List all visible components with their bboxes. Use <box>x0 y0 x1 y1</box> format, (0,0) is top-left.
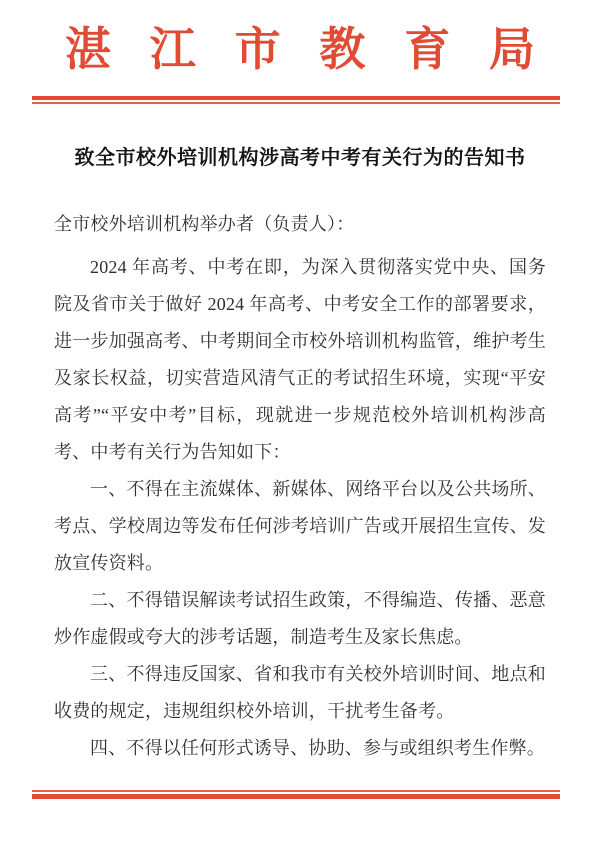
body-paragraph-intro: 2024 年高考、中考在即，为深入贯彻落实党中央、国务院及省市关于做好 2024 年高考、中考安全工作的部署要求，进一步加强高考、中考期间全市校外培训机构监管，维护考生及家长权益，切实营造风清气正的考试招生环境，实现“平安高考”“平安中考”目标，现就进一步规范校外培训机构涉高考、中考有关行为告知如下： <box>54 257 546 462</box>
salutation-line: 全市校外培训机构举办者（负责人）： <box>54 214 355 234</box>
agency-masthead: 湛 江 市 教 育 局 <box>65 24 535 75</box>
document-title: 致全市校外培训机构涉高考中考有关行为的告知书 <box>74 147 526 169</box>
body-paragraph-rule-2: 二、不得错误解读考试招生政策，不得编造、传播、恶意炒作虚假或夸大的涉考话题，制造考生及家长焦虑。 <box>54 590 546 647</box>
body-paragraph-rule-3: 三、不得违反国家、省和我市有关校外培训时间、地点和收费的规定，违规组织校外培训，干扰考生备考。 <box>54 664 546 721</box>
document-body <box>54 206 546 767</box>
body-paragraph-rule-1: 一、不得在主流媒体、新媒体、网络平台以及公共场所、考点、学校周边等发布任何涉考培训广告或开展招生宣传、发放宣传资料。 <box>54 479 546 573</box>
footer-divider-line <box>32 790 560 799</box>
masthead-divider-line <box>32 96 560 104</box>
body-paragraph-rule-4: 四、不得以任何形式诱导、协助、参与或组织考生作弊。 <box>90 738 545 758</box>
